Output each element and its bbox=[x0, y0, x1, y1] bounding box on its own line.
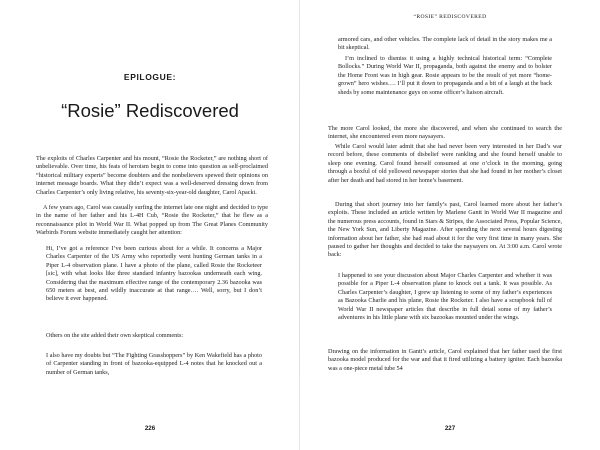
block-quote-carol-reply: I happened to see your discussion about Major Charles Carpenter and whether it was possible for a Piper L-4 observation plane to knock out a tank. It was possible. As Charles Carpenter’s daughter, I grew up listening to some of my father’s experiences as Bazooka Charlie and his plane, Rosie the Rocketer. I also have a scrapbook full of World War II newspaper articles that describe in full detail some of my father’s adventures in his little plane with six bazookas mounted under the wings. bbox=[338, 272, 552, 322]
chapter-title: “Rosie” Rediscovered bbox=[61, 100, 239, 121]
paragraph-intro: The exploits of Charles Carpenter and his mount, “Rosie the Rocketer,” are nothing short of unbelievable. Over time, his feats of heroism begin to come into question as self-proclaimed “historical military experts” become doubters and the nonbelievers spewed their opinions on internet message boards. What they didn’t expect was a well-deserved dressing down from Charles Carpenter’s only living relative, his seventy-six-year-old daughter, Carol Apacki. bbox=[36, 155, 268, 196]
block-quote-complete-bollocks: I’m inclined to dismiss it using a highly technical historical term: “Complete Bollocks.” During World War II, propaganda, both against the enemy and to bolster the Home Front was in high gear. Rosie appears to be the result of yet more “home-grown” hero wishes…. I’ll put it down to propaganda and a bit of a laugh at the back sheds by some maintenance guys on some officer’s liaison aircraft. bbox=[338, 55, 552, 96]
epilogue-label: EPILOGUE: bbox=[123, 72, 177, 82]
block-quote-forum-post: Hi, I’ve got a reference I’ve been curious about for a while. It concerns a Major Charles Carpenter of the US Army who reportedly went hunting German tanks in a Piper L-4 observation plane. I have a photo of the plane, called Rosie the Rocketeer [sic], with what looks like three standard infantry bazookas underneath each wing. Considering that the maximum effective range of the contemporary 2.36 bazooka was 650 meters at best, and wildly inaccurate at that range…. Well, sorry, but I don’t believe it ever happened. bbox=[46, 245, 262, 303]
page-number-right: 227 bbox=[444, 425, 456, 432]
paragraph-internet-search: A few years ago, Carol was casually surfing the internet late one night and decided to type in the name of her father and his L-4H Cub, “Rosie the Rocketer,” that he flew as a reconnaissance pilot in World War II. What popped up from The Great Planes Community Warbirds Forum website immediately caught her attention: bbox=[36, 204, 268, 237]
paragraph-skeptical-comments: Others on the site added their own skeptical comments: bbox=[46, 332, 184, 339]
page-number-left: 226 bbox=[144, 425, 156, 432]
block-quote-fighting-grasshoppers: I also have my doubts but “The Fighting Grasshoppers” by Ken Wakefield has a photo of Carpenter standing in front of bazooka-equipped L-4 notes that he knocked out a number of German tanks, bbox=[46, 352, 262, 376]
paragraph-more-naysayers: The more Carol looked, the more she discovered, and when she continued to search the internet, she encountered even more naysayers. bbox=[328, 125, 562, 141]
paragraph-gantt-article: Drawing on the information in Gantt’s article, Carol explained that her father used the first bazooka model produced for the war and that it fired utilizing a battery igniter. Each bazooka was a one-piece metal tube 54 bbox=[328, 348, 562, 372]
paragraph-family-past: During that short journey into her family’s past, Carol learned more about her father’s exploits. These included an article written by Marlene Gantt in World War II magazine and the numerous press accounts, found in Stars & Stripes, the Associated Press, Popular Science, the New York Sun, and Liberty Magazine. After spending the next several hours digesting information about her father, she had read about it for the very first time in many years. She paused to gather her thoughts and decided to take the naysayers on. At 3:00 a.m. Carol wrote back: bbox=[328, 201, 562, 259]
block-quote-continued: armored cars, and other vehicles. The complete lack of detail in the story makes me a bit skeptical. bbox=[338, 36, 552, 52]
right-page bbox=[300, 0, 600, 450]
running-head: “ROSIE” REDISCOVERED bbox=[413, 14, 487, 20]
paragraph-carol-rankled: While Carol would later admit that she had never been very interested in her Dad’s war record before, these comments of disbelief were rankling and she found herself unable to sleep one evening. Carol found herself consumed at one o’clock in the morning, going through a boxful of old yellowed newspaper stories that she had found in her mother’s closet after her death and had stored in her home’s basement. bbox=[328, 143, 562, 184]
